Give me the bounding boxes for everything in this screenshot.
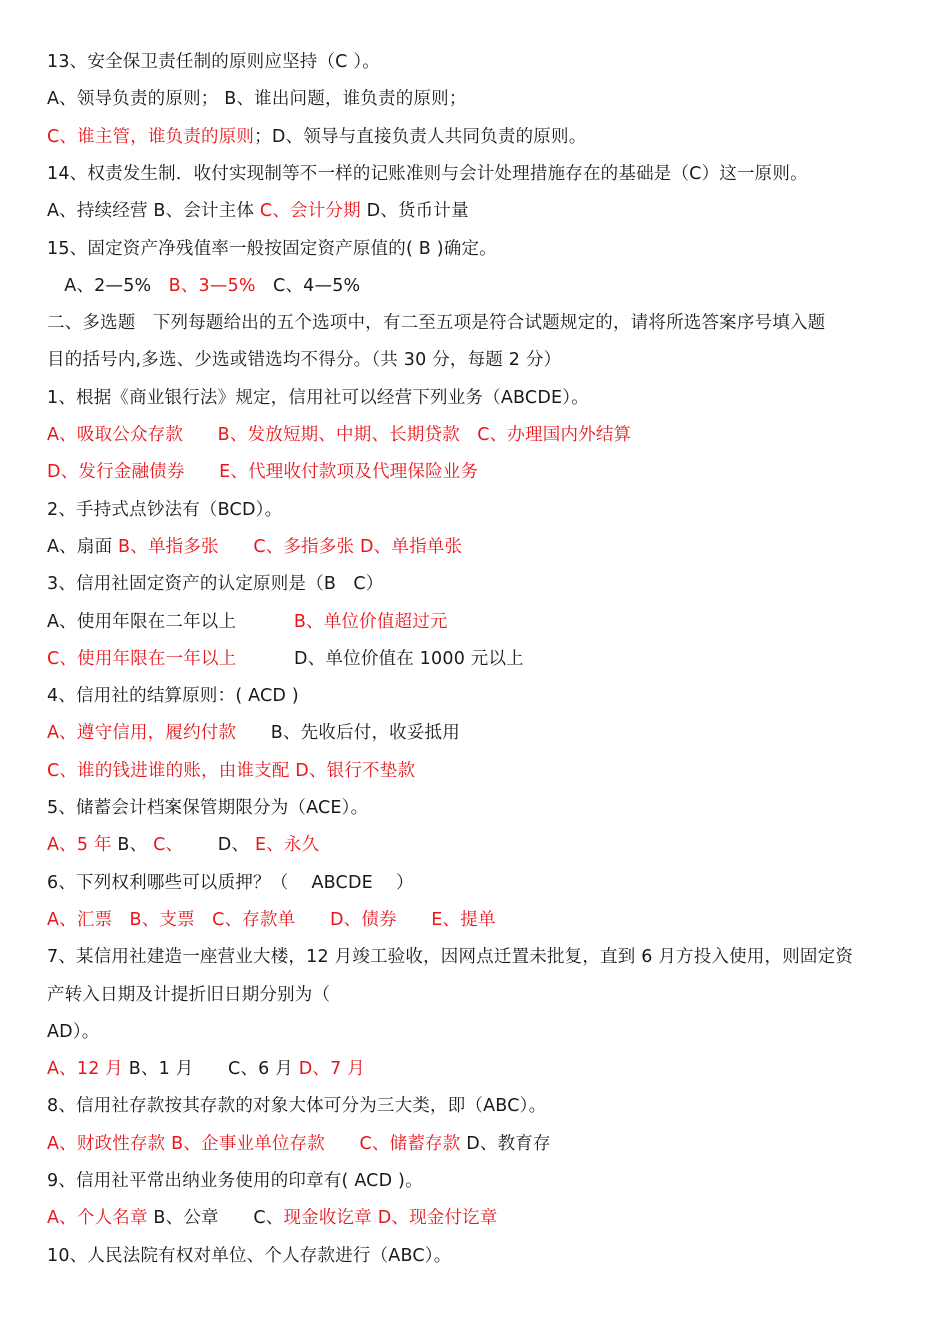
answer-text: A、12 月 [47, 1059, 124, 1080]
question-text: A、使用年限在二年以上 [47, 611, 294, 632]
answer-text: B、单指多张 C、多指多张 D、单指单张 [118, 536, 463, 557]
question-text: 产转入日期及计提折旧日期分别为（ [47, 984, 331, 1005]
question-text: A、持续经营 B、会计主体 [47, 201, 260, 222]
question-text: 14、权责发生制．收付实现制等不一样的记账准则与会计处理措施存在的基础是（C）这一原则。 [47, 163, 808, 184]
question-text: ；D、领导与直接负责人共同负责的原则。 [254, 126, 587, 147]
question-text: A、扇面 [47, 536, 119, 557]
answer-text: C、会计分期 [259, 201, 361, 222]
question-text: 5、储蓄会计档案保管期限分为（ACE）。 [47, 798, 369, 818]
question-text: B、 [111, 835, 154, 856]
text-line [47, 834, 920, 856]
text-line [47, 387, 920, 409]
text-line [47, 1245, 920, 1267]
question-text: D、教育存 [460, 1133, 551, 1154]
text-line [47, 1021, 920, 1043]
text-line [47, 499, 920, 521]
question-text: D、 [183, 835, 255, 856]
text-line [47, 946, 920, 968]
answer-text: A、5 年 [47, 835, 112, 856]
text-line [47, 200, 920, 222]
text-line [47, 760, 920, 782]
answer-text: D、发行金融债券 E、代理收付款项及代理保险业务 [47, 462, 479, 483]
question-text: 13、安全保卫责任制的原则应坚持（C ）。 [47, 52, 380, 72]
question-text: 2、手持式点钞法有（BCD）。 [47, 499, 283, 520]
text-line [47, 797, 920, 819]
question-text: 7、某信用社建造一座营业大楼，12 月竣工验收，因网点迁置未批复，直到 6 月方投入使用，则固定资 [47, 947, 854, 968]
answer-text: A、吸取公众存款 B、发放短期、中期、长期贷款 C、办理国内外结算 [47, 425, 632, 445]
answer-text: C、谁的钱进谁的账，由谁支配 D、银行不垫款 [47, 760, 416, 781]
answer-text: C、 [153, 835, 184, 856]
answer-text: E、永久 [254, 835, 320, 856]
answer-text: A、个人名章 [47, 1208, 148, 1229]
question-text: 目的括号内,多选、少选或错选均不得分。（共 30 分，每题 2 分） [47, 350, 562, 371]
text-line [47, 238, 920, 260]
question-text: B、公章 C、 [147, 1208, 284, 1229]
text-line [47, 126, 920, 148]
text-line [47, 88, 920, 110]
question-text: 1、根据《商业银行法》规定，信用社可以经营下列业务（ABCDE）。 [47, 387, 589, 408]
question-text: 二、多选题 下列每题给出的五个选项中，有二至五项是符合试题规定的，请将所选答案序号填入题 [47, 313, 826, 334]
question-text: AD）。 [47, 1021, 100, 1042]
text-line [47, 872, 920, 894]
answer-text: 现金收讫章 D、现金付讫章 [283, 1208, 498, 1229]
text-line [47, 984, 920, 1006]
text-line [47, 648, 920, 670]
question-text: 9、信用社平常出纳业务使用的印章有( ACD )。 [47, 1171, 423, 1191]
question-text: A、2—5% [47, 275, 169, 296]
text-line [47, 349, 920, 371]
question-text: B、先收后付，收妥抵用 [236, 723, 460, 744]
text-line [47, 685, 920, 707]
text-line [47, 536, 920, 558]
answer-text: A、汇票 B、支票 C、存款单 D、债券 E、提单 [47, 909, 496, 930]
question-text: 8、信用社存款按其存款的对象大体可分为三大类，即（ABC）。 [47, 1096, 547, 1117]
question-text: D、货币计量 [360, 201, 469, 222]
answer-text: C、谁主管，谁负责的原则 [47, 126, 255, 147]
answer-text: B、单位价值超过元 [293, 611, 448, 632]
question-text: B、1 月 C、6 月 [123, 1059, 299, 1080]
text-line [47, 424, 920, 446]
text-line [47, 909, 920, 931]
text-line [47, 1095, 920, 1117]
text-line [47, 51, 920, 73]
text-line [47, 1170, 920, 1192]
answer-text: C、使用年限在一年以上 [47, 648, 237, 669]
text-line [47, 275, 920, 297]
answer-text: A、遵守信用，履约付款 [47, 723, 237, 744]
text-line [47, 722, 920, 744]
question-text: 6、下列权利哪些可以质押？（ ABCDE ） [47, 872, 414, 893]
text-line [47, 1058, 920, 1080]
text-line [47, 312, 920, 334]
answer-text: B、3—5% [168, 275, 256, 296]
text-line [47, 1133, 920, 1155]
question-text: 3、信用社固定资产的认定原则是（B C） [47, 574, 384, 595]
text-line [47, 573, 920, 595]
question-text: 4、信用社的结算原则：( ACD ) [47, 686, 299, 707]
text-line [47, 1207, 920, 1229]
answer-text: A、财政性存款 B、企事业单位存款 C、储蓄存款 [47, 1133, 461, 1154]
question-text: 15、固定资产净残值率一般按固定资产原值的( B )确定。 [47, 238, 497, 259]
question-text: A、领导负责的原则； B、谁出问题，谁负责的原则； [47, 89, 467, 110]
question-text: C、4—5% [255, 275, 361, 296]
text-line [47, 461, 920, 483]
question-text: D、单位价值在 1000 元以上 [236, 648, 524, 669]
text-line [47, 163, 920, 185]
answer-text: D、7 月 [298, 1059, 365, 1080]
question-text: 10、人民法院有权对单位、个人存款进行（ABC）。 [47, 1245, 452, 1266]
text-line [47, 611, 920, 633]
